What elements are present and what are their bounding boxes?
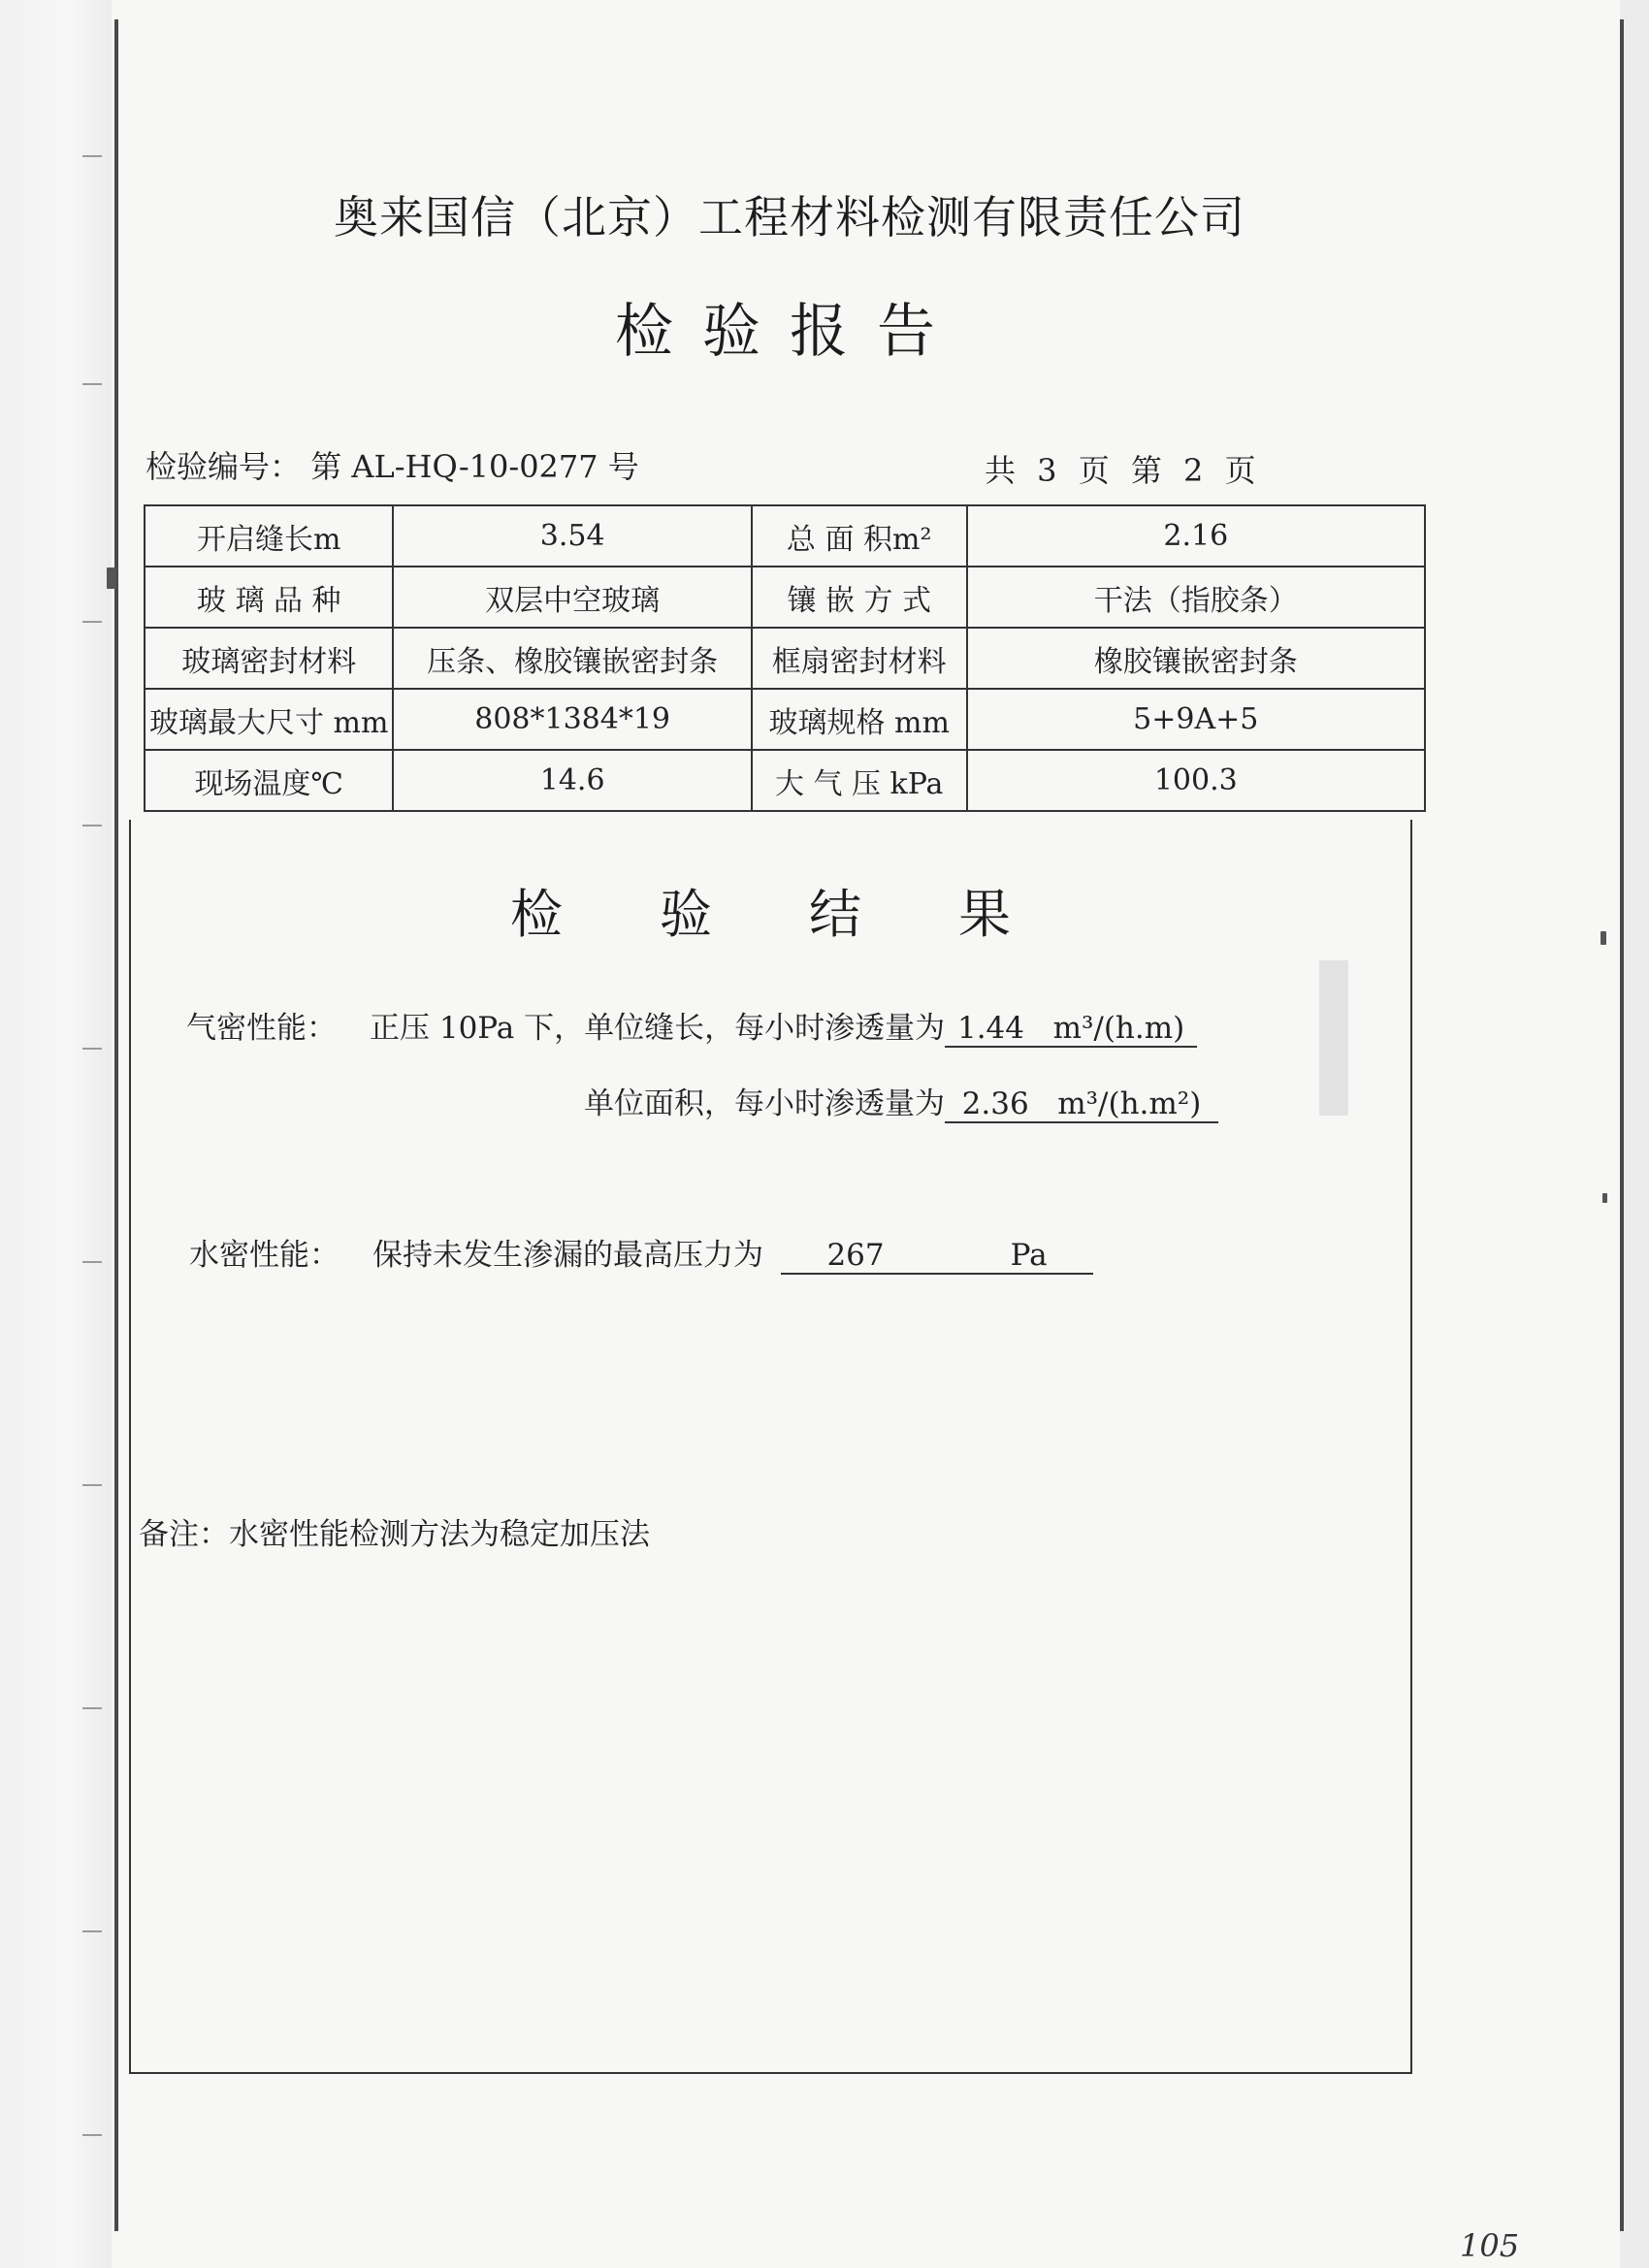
airtight-line2-value: 2.36: [961, 1086, 1029, 1121]
table-row: [145, 628, 1425, 689]
company-name: 奥来国信（北京）工程材料检测有限责任公司: [334, 191, 1245, 243]
table-label: 大 气 压 kPa: [752, 750, 967, 811]
watertight-value: 267: [826, 1238, 885, 1273]
scan-speckle: [1600, 931, 1606, 945]
table-value: 双层中空玻璃: [393, 567, 751, 628]
scan-speckle: [1602, 1193, 1607, 1203]
table-value: 3.54: [393, 505, 751, 567]
table-label: 玻璃密封材料: [145, 628, 393, 689]
table-value: 5+9A+5: [967, 689, 1425, 750]
airtight-line2-text: 单位面积，每小时渗透量为: [584, 1086, 945, 1121]
airtight-line2-field: [945, 1086, 1218, 1123]
watertight-field: [781, 1238, 1093, 1275]
table-row: [145, 689, 1425, 750]
right-border-line: [1620, 19, 1624, 2231]
table-value: 压条、橡胶镶嵌密封条: [393, 628, 751, 689]
airtight-line1-value: 1.44: [956, 1011, 1024, 1046]
right-edge: [1620, 0, 1649, 2268]
airtight-line1-field: [945, 1011, 1197, 1048]
table-label: 开启缝长m: [145, 505, 393, 567]
report-number-label: 检验编号：: [146, 448, 302, 485]
table-row: [145, 750, 1425, 811]
report-title: 检验报告: [615, 298, 964, 366]
airtight-line2-unit: m³/(h.m²): [1057, 1086, 1202, 1121]
table-label: 现场温度℃: [145, 750, 393, 811]
table-value: 14.6: [393, 750, 751, 811]
scan-speckle: [107, 567, 116, 589]
table-label: 总 面 积m²: [752, 505, 967, 567]
table-row: [145, 567, 1425, 628]
scan-speckle: [1319, 960, 1348, 1116]
airtight-line-1: [186, 1003, 1197, 1048]
table-value: 橡胶镶嵌密封条: [967, 628, 1425, 689]
results-title: 检验结果: [510, 884, 1108, 945]
info-table: [144, 504, 1426, 812]
report-number: 第 AL-HQ-10-0277 号: [310, 448, 639, 485]
airtight-line1-text: 正压 10Pa 下，单位缝长，每小时渗透量为: [370, 1011, 946, 1046]
table-row: [145, 505, 1425, 567]
table-label: 玻璃规格 mm: [752, 689, 967, 750]
page-count: 共 3 页 第 2 页: [985, 452, 1262, 489]
table-label: 镶 嵌 方 式: [752, 567, 967, 628]
airtight-label: 气密性能：: [186, 1011, 337, 1046]
watertight-text: 保持未发生渗漏的最高压力为: [372, 1238, 763, 1273]
airtight-line1-unit: m³/(h.m): [1052, 1011, 1185, 1046]
table-value: 2.16: [967, 505, 1425, 567]
watertight-line: [189, 1230, 1093, 1275]
table-value: 干法（指胶条）: [967, 567, 1425, 628]
report-number-line: [146, 442, 639, 487]
table-label: 框扇密封材料: [752, 628, 967, 689]
table-value: 100.3: [967, 750, 1425, 811]
remark: 备注：水密性能检测方法为稳定加压法: [139, 1517, 650, 1552]
watertight-unit: Pa: [1010, 1238, 1048, 1273]
table-label: 玻 璃 品 种: [145, 567, 393, 628]
table-value: 808*1384*19: [393, 689, 751, 750]
handwritten-page-number: 105: [1460, 2227, 1520, 2264]
watertight-label: 水密性能：: [189, 1238, 340, 1273]
table-label: 玻璃最大尺寸 mm: [145, 689, 393, 750]
airtight-line-2: [584, 1079, 1218, 1123]
